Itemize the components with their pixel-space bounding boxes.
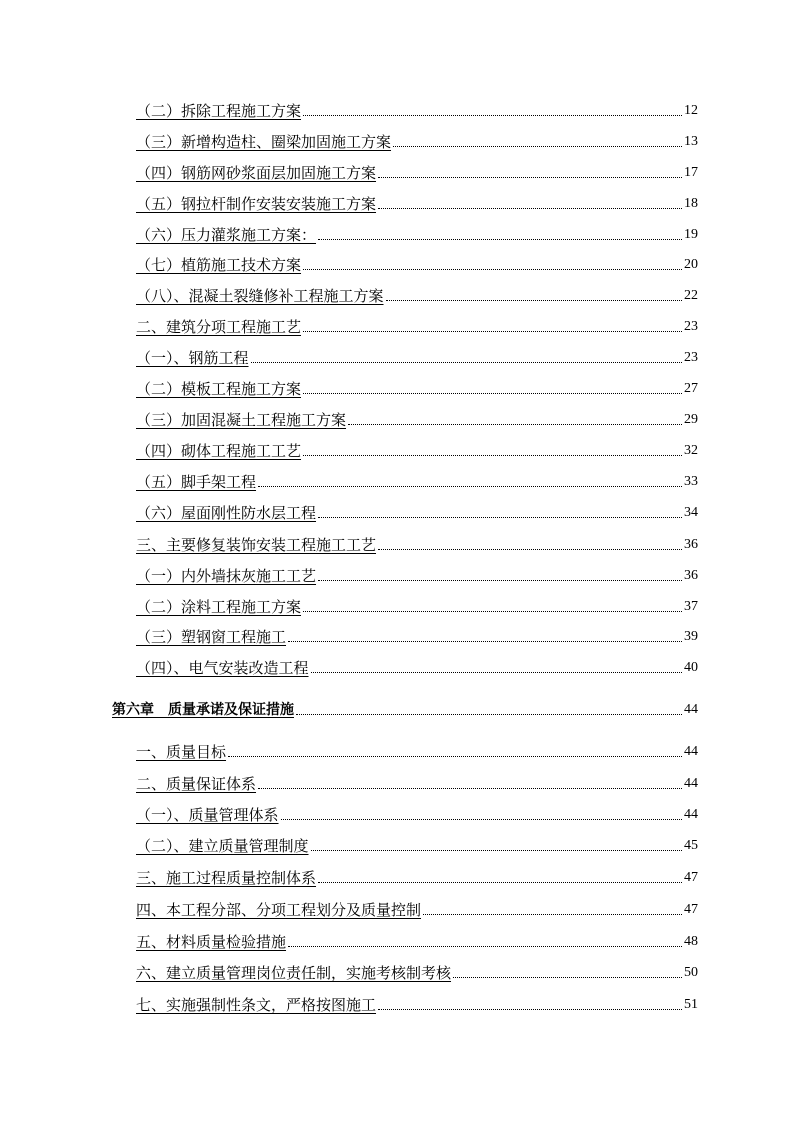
dot-leader [303,330,682,332]
toc-chapter-entry[interactable] [112,698,698,720]
toc-entry[interactable] [136,656,698,678]
toc-entry-label: （七）植筋施工技术方案 [136,256,302,274]
toc-entry-label: （一）、质量管理体系 [136,806,279,824]
dot-leader [318,516,682,518]
toc-entry-label: （三）新增构造柱、圈梁加固施工方案 [136,133,392,151]
toc-entry-label: （三）加固混凝土工程施工方案 [136,411,347,429]
toc-entry-page: 34 [684,505,698,520]
toc-entry-label: （二）拆除工程施工方案 [136,102,302,120]
toc-entry-page: 17 [684,165,698,180]
toc-entry-label: （二）、建立质量管理制度 [136,837,309,855]
toc-entry-page: 47 [684,870,698,885]
toc-entry-label: （六）屋面刚性防水层工程 [136,504,317,522]
toc-entry-label: （六）压力灌浆施工方案： [136,226,317,244]
toc-entry-page: 22 [684,288,698,303]
dot-leader [311,671,682,673]
toc-entry-page: 23 [684,319,698,334]
toc-entry-page: 27 [684,381,698,396]
toc-entry-page: 40 [684,660,698,675]
dot-leader [296,713,682,715]
toc-entry[interactable] [136,192,698,214]
toc-entry-page: 12 [684,103,698,118]
toc-entry-label: （八）、混凝土裂缝修补工程施工方案 [136,287,384,305]
toc-entry-label: 一、质量目标 [136,743,227,761]
toc-entry[interactable] [136,866,698,888]
dot-leader [318,881,682,883]
toc-entry-label: 七、实施强制性条文，严格按图施工 [136,996,377,1014]
toc-entry[interactable] [136,961,698,983]
toc-entry[interactable] [136,130,698,152]
toc-entry-page: 19 [684,227,698,242]
toc-entry[interactable] [136,898,698,920]
toc-entry-page: 37 [684,599,698,614]
toc-entry[interactable] [136,439,698,461]
toc-entry-label: （四）钢筋网砂浆面层加固施工方案 [136,164,377,182]
dot-leader [288,640,682,642]
toc-entry[interactable] [136,346,698,368]
toc-entry-page: 47 [684,902,698,917]
toc-entry-label: （三）塑钢窗工程施工 [136,628,287,646]
toc-entry-page: 29 [684,412,698,427]
dot-leader [258,787,682,789]
dot-leader [318,579,682,581]
toc-entry[interactable] [136,253,698,275]
dot-leader [393,145,682,147]
toc-entry-label: 三、施工过程质量控制体系 [136,869,317,887]
toc-entry[interactable] [136,834,698,856]
dot-leader [288,945,682,947]
toc-entry[interactable] [136,284,698,306]
toc-entry[interactable] [136,930,698,952]
dot-leader [423,913,682,915]
toc-entry-label: 五、材料质量检验措施 [136,933,287,951]
toc-entry-label: （四）、电气安装改造工程 [136,659,309,677]
toc-entry[interactable] [136,315,698,337]
toc-entry-page: 32 [684,443,698,458]
toc-entry[interactable] [136,533,698,555]
toc-entry-page: 44 [684,776,698,791]
toc-entry-label: 三、主要修复装饰安装工程施工工艺 [136,536,377,554]
toc-entry-label: （四）砌体工程施工工艺 [136,442,302,460]
toc-entry[interactable] [136,625,698,647]
dot-leader [318,238,682,240]
dot-leader [281,818,682,820]
dot-leader [303,610,682,612]
dot-leader [251,361,682,363]
toc-entry-page: 50 [684,965,698,980]
toc-entry-page: 36 [684,537,698,552]
toc-entry-page: 51 [684,997,698,1012]
toc-entry-label: （五）脚手架工程 [136,473,257,491]
toc-entry[interactable] [136,470,698,492]
toc-entry-page: 44 [684,807,698,822]
toc-entry-page: 13 [684,134,698,149]
toc-entry-page: 20 [684,257,698,272]
toc-chapter-label: 第六章 质量承诺及保证措施 [112,702,294,718]
toc-entry[interactable] [136,501,698,523]
toc-entry[interactable] [136,993,698,1015]
toc-entry-label: 二、建筑分项工程施工艺 [136,318,302,336]
toc-entry-page: 33 [684,474,698,489]
toc-entry-label: （二）涂料工程施工方案 [136,598,302,616]
toc-entry-page: 44 [684,702,698,717]
toc-entry[interactable] [136,803,698,825]
toc-entry[interactable] [136,161,698,183]
dot-leader [348,423,682,425]
toc-entry[interactable] [136,564,698,586]
toc-entry[interactable] [136,377,698,399]
toc-entry-label: 二、质量保证体系 [136,775,257,793]
dot-leader [378,207,682,209]
toc-entry-label: （一）、钢筋工程 [136,349,249,367]
toc-entry[interactable] [136,223,698,245]
dot-leader [228,755,682,757]
toc-entry-label: 六、建立质量管理岗位责任制，实施考核制考核 [136,964,452,982]
dot-leader [311,849,682,851]
toc-entry-page: 39 [684,629,698,644]
dot-leader [378,548,682,550]
dot-leader [453,976,682,978]
dot-leader [303,268,682,270]
toc-entry-label: 四、本工程分部、分项工程划分及质量控制 [136,901,422,919]
toc-entry-page: 36 [684,568,698,583]
dot-leader [303,392,682,394]
toc-entry-page: 23 [684,350,698,365]
toc-entry-label: （一）内外墙抹灰施工工艺 [136,567,317,585]
dot-leader [378,1008,682,1010]
toc-entry-page: 45 [684,838,698,853]
toc-entry[interactable] [136,740,698,762]
dot-leader [378,176,682,178]
dot-leader [258,485,682,487]
toc-entry[interactable] [136,408,698,430]
dot-leader [303,114,682,116]
toc-entry[interactable] [136,772,698,794]
dot-leader [386,299,682,301]
toc-entry[interactable] [136,595,698,617]
toc-entry-page: 44 [684,744,698,759]
toc-entry-label: （五）钢拉杆制作安装安装施工方案 [136,195,377,213]
toc-entry-page: 18 [684,196,698,211]
dot-leader [303,454,682,456]
toc-entry[interactable] [136,99,698,121]
toc-entry-page: 48 [684,934,698,949]
toc-entry-label: （二）模板工程施工方案 [136,380,302,398]
